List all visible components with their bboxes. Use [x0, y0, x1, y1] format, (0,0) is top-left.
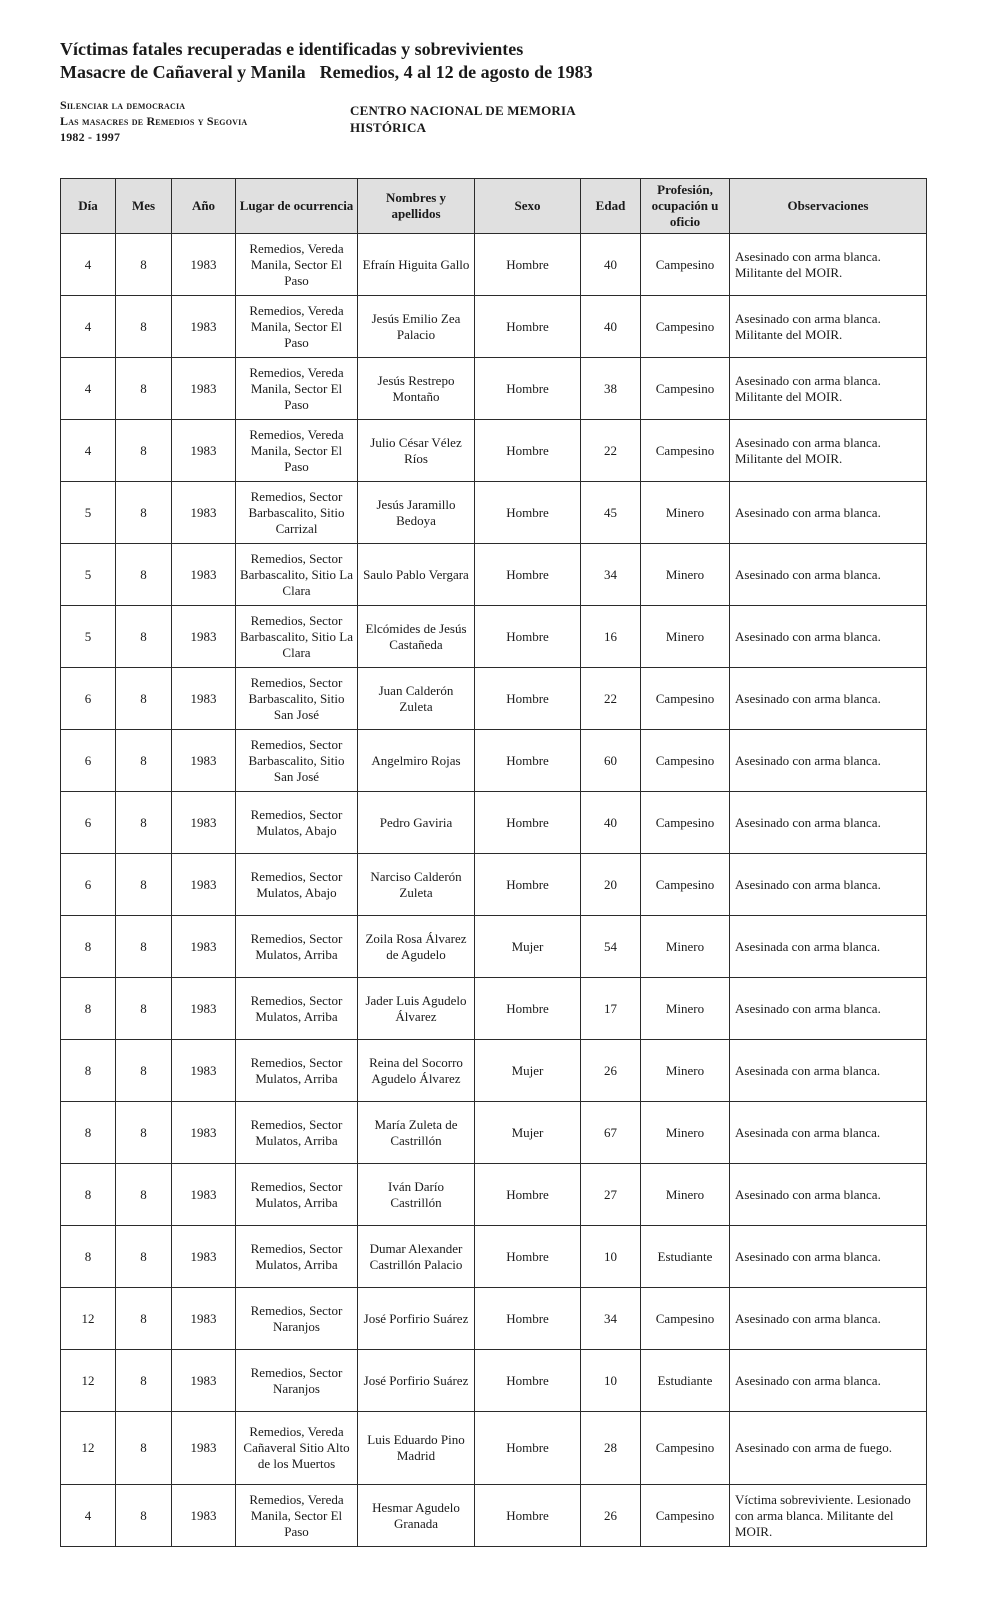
table-row	[61, 482, 927, 544]
table-cell: 8	[61, 916, 116, 978]
table-cell: Hombre	[475, 730, 581, 792]
table-cell: Hombre	[475, 854, 581, 916]
table-cell: Remedios, Sector Naranjos	[236, 1350, 358, 1412]
table-cell: 1983	[172, 1350, 236, 1412]
table-cell: 6	[61, 730, 116, 792]
table-cell: Remedios, Vereda Manila, Sector El Paso	[236, 1485, 358, 1547]
table-cell: 8	[116, 1412, 172, 1485]
table-cell: Remedios, Sector Mulatos, Arriba	[236, 1226, 358, 1288]
table-cell: 1983	[172, 358, 236, 420]
table-cell: Hombre	[475, 1226, 581, 1288]
table-cell: 8	[116, 1288, 172, 1350]
table-cell: Saulo Pablo Vergara	[358, 544, 475, 606]
table-cell: Remedios, Vereda Manila, Sector El Paso	[236, 420, 358, 482]
table-row	[61, 792, 927, 854]
table-cell: 8	[61, 1226, 116, 1288]
table-cell: Hombre	[475, 482, 581, 544]
table-cell: Asesinado con arma blanca.	[730, 978, 927, 1040]
table-cell: Asesinada con arma blanca.	[730, 1102, 927, 1164]
table-cell: Remedios, Sector Mulatos, Arriba	[236, 1040, 358, 1102]
table-cell: Asesinado con arma blanca.	[730, 854, 927, 916]
table-cell: Campesino	[641, 792, 730, 854]
table-cell: Asesinada con arma blanca.	[730, 1040, 927, 1102]
table-cell: Remedios, Sector Naranjos	[236, 1288, 358, 1350]
table-cell: 8	[61, 1040, 116, 1102]
document-title	[60, 38, 593, 84]
table-cell: Asesinado con arma blanca.	[730, 544, 927, 606]
table-header-row	[61, 179, 927, 234]
table-cell: 10	[581, 1350, 641, 1412]
table-cell: 1983	[172, 1164, 236, 1226]
table-cell: Campesino	[641, 854, 730, 916]
table-cell: Hombre	[475, 606, 581, 668]
table-cell: 40	[581, 296, 641, 358]
table-cell: 26	[581, 1040, 641, 1102]
table-row	[61, 420, 927, 482]
table-cell: Minero	[641, 978, 730, 1040]
institution-name	[350, 102, 576, 136]
table-cell: 6	[61, 668, 116, 730]
table-cell: Elcómides de Jesús Castañeda	[358, 606, 475, 668]
table-cell: 40	[581, 234, 641, 296]
table-row	[61, 1040, 927, 1102]
table-cell: Hombre	[475, 358, 581, 420]
table-cell: Campesino	[641, 730, 730, 792]
table-row	[61, 916, 927, 978]
table-cell: Minero	[641, 1040, 730, 1102]
table-cell: 8	[116, 978, 172, 1040]
table-cell: José Porfirio Suárez	[358, 1350, 475, 1412]
table-cell: Asesinado con arma blanca. Militante del MOIR.	[730, 420, 927, 482]
title-massacre-name: Masacre de Cañaveral y Manila	[60, 62, 306, 82]
table-cell: Zoila Rosa Álvarez de Agudelo	[358, 916, 475, 978]
table-cell: 8	[116, 1350, 172, 1412]
table-row	[61, 730, 927, 792]
column-header: Edad	[581, 179, 641, 234]
table-cell: 1983	[172, 420, 236, 482]
table-cell: Remedios, Sector Barbascalito, Sitio La Clara	[236, 544, 358, 606]
table-cell: 6	[61, 792, 116, 854]
table-cell: Hesmar Agudelo Granada	[358, 1485, 475, 1547]
book-title: Silenciar la democracia	[60, 98, 186, 112]
table-cell: Campesino	[641, 358, 730, 420]
title-place-dates: Remedios, 4 al 12 de agosto de 1983	[319, 62, 593, 82]
table-cell: Campesino	[641, 1485, 730, 1547]
table-row	[61, 1412, 927, 1485]
table-cell: Hombre	[475, 792, 581, 854]
table-cell: Jader Luis Agudelo Álvarez	[358, 978, 475, 1040]
table-cell: Minero	[641, 1102, 730, 1164]
table-cell: 8	[61, 1164, 116, 1226]
table-cell: Asesinada con arma blanca.	[730, 916, 927, 978]
table-cell: 1983	[172, 1226, 236, 1288]
table-row	[61, 544, 927, 606]
table-cell: Mujer	[475, 916, 581, 978]
table-cell: 4	[61, 1485, 116, 1547]
table-cell: 8	[116, 668, 172, 730]
table-cell: Asesinado con arma blanca.	[730, 606, 927, 668]
table-cell: Estudiante	[641, 1226, 730, 1288]
table-row	[61, 1164, 927, 1226]
table-cell: Hombre	[475, 1485, 581, 1547]
table-cell: 40	[581, 792, 641, 854]
table-cell: 34	[581, 544, 641, 606]
table-cell: Efraín Higuita Gallo	[358, 234, 475, 296]
table-cell: 1983	[172, 730, 236, 792]
table-cell: 1983	[172, 234, 236, 296]
table-cell: 8	[116, 606, 172, 668]
table-cell: Asesinado con arma de fuego.	[730, 1412, 927, 1485]
table-cell: Remedios, Vereda Cañaveral Sitio Alto de los Muertos	[236, 1412, 358, 1485]
table-cell: 1983	[172, 296, 236, 358]
table-cell: 8	[116, 1102, 172, 1164]
table-cell: 8	[61, 1102, 116, 1164]
title-line-1: Víctimas fatales recuperadas e identificadas y sobrevivientes	[60, 39, 524, 59]
table-cell: Remedios, Sector Mulatos, Arriba	[236, 1102, 358, 1164]
table-cell: Iván Darío Castrillón	[358, 1164, 475, 1226]
table-cell: 1983	[172, 854, 236, 916]
table-cell: Pedro Gaviria	[358, 792, 475, 854]
column-header: Mes	[116, 179, 172, 234]
book-reference	[60, 97, 247, 145]
table-cell: 67	[581, 1102, 641, 1164]
table-cell: 8	[116, 358, 172, 420]
table-cell: Minero	[641, 1164, 730, 1226]
table-cell: María Zuleta de Castrillón	[358, 1102, 475, 1164]
table-cell: 8	[116, 420, 172, 482]
table-cell: 8	[116, 1226, 172, 1288]
table-cell: Asesinado con arma blanca. Militante del MOIR.	[730, 296, 927, 358]
table-cell: Angelmiro Rojas	[358, 730, 475, 792]
table-cell: Hombre	[475, 1350, 581, 1412]
table-cell: Asesinado con arma blanca.	[730, 668, 927, 730]
table-cell: 54	[581, 916, 641, 978]
table-cell: Hombre	[475, 1412, 581, 1485]
table-cell: 6	[61, 854, 116, 916]
table-cell: 8	[116, 482, 172, 544]
table-cell: Narciso Calderón Zuleta	[358, 854, 475, 916]
table-cell: Asesinado con arma blanca.	[730, 1164, 927, 1226]
table-cell: Remedios, Sector Barbascalito, Sitio Carrizal	[236, 482, 358, 544]
table-cell: Campesino	[641, 1288, 730, 1350]
table-cell: 4	[61, 420, 116, 482]
table-cell: Remedios, Sector Mulatos, Abajo	[236, 792, 358, 854]
table-cell: Víctima sobreviviente. Lesionado con arma blanca. Militante del MOIR.	[730, 1485, 927, 1547]
table-cell: Asesinado con arma blanca.	[730, 1350, 927, 1412]
table-cell: Asesinado con arma blanca.	[730, 482, 927, 544]
table-cell: Remedios, Sector Mulatos, Arriba	[236, 1164, 358, 1226]
table-cell: 34	[581, 1288, 641, 1350]
table-cell: Hombre	[475, 978, 581, 1040]
table-row	[61, 358, 927, 420]
table-cell: Julio César Vélez Ríos	[358, 420, 475, 482]
table-cell: 1983	[172, 1102, 236, 1164]
table-cell: 8	[116, 234, 172, 296]
table-cell: 5	[61, 482, 116, 544]
table-cell: Mujer	[475, 1040, 581, 1102]
table-cell: 4	[61, 234, 116, 296]
table-cell: 22	[581, 420, 641, 482]
column-header: Lugar de ocurrencia	[236, 179, 358, 234]
table-cell: Remedios, Vereda Manila, Sector El Paso	[236, 358, 358, 420]
table-cell: Minero	[641, 544, 730, 606]
table-row	[61, 1288, 927, 1350]
table-cell: 5	[61, 606, 116, 668]
table-cell: 8	[61, 978, 116, 1040]
table-cell: 8	[116, 1040, 172, 1102]
column-header: Año	[172, 179, 236, 234]
table-cell: 8	[116, 1485, 172, 1547]
table-row	[61, 234, 927, 296]
table-cell: 1983	[172, 482, 236, 544]
victims-table	[60, 178, 927, 1547]
table-cell: 5	[61, 544, 116, 606]
table-cell: 28	[581, 1412, 641, 1485]
table-cell: 1983	[172, 978, 236, 1040]
table-cell: Hombre	[475, 1288, 581, 1350]
table-cell: Hombre	[475, 420, 581, 482]
table-cell: 1983	[172, 1485, 236, 1547]
table-cell: 8	[116, 730, 172, 792]
table-cell: 1983	[172, 1288, 236, 1350]
column-header: Nombres y apellidos	[358, 179, 475, 234]
table-cell: Asesinado con arma blanca.	[730, 1226, 927, 1288]
table-row	[61, 1102, 927, 1164]
table-cell: 8	[116, 544, 172, 606]
table-cell: Minero	[641, 916, 730, 978]
table-cell: Reina del Socorro Agudelo Álvarez	[358, 1040, 475, 1102]
table-row	[61, 606, 927, 668]
book-years: 1982 - 1997	[60, 130, 121, 144]
table-row	[61, 1350, 927, 1412]
table-cell: 26	[581, 1485, 641, 1547]
table-cell: Remedios, Vereda Manila, Sector El Paso	[236, 234, 358, 296]
table-cell: 8	[116, 1164, 172, 1226]
table-cell: Jesús Emilio Zea Palacio	[358, 296, 475, 358]
table-cell: 22	[581, 668, 641, 730]
column-header: Observaciones	[730, 179, 927, 234]
table-cell: Hombre	[475, 1164, 581, 1226]
table-cell: 1983	[172, 544, 236, 606]
table-cell: 12	[61, 1288, 116, 1350]
table-cell: Mujer	[475, 1102, 581, 1164]
table-cell: 1983	[172, 606, 236, 668]
table-cell: 16	[581, 606, 641, 668]
table-row	[61, 854, 927, 916]
table-cell: Juan Calderón Zuleta	[358, 668, 475, 730]
table-cell: 8	[116, 296, 172, 358]
table-cell: Asesinado con arma blanca.	[730, 792, 927, 854]
table-cell: Luis Eduardo Pino Madrid	[358, 1412, 475, 1485]
table-cell: 60	[581, 730, 641, 792]
table-cell: 17	[581, 978, 641, 1040]
table-cell: Asesinado con arma blanca. Militante del MOIR.	[730, 358, 927, 420]
column-header: Día	[61, 179, 116, 234]
table-row	[61, 978, 927, 1040]
table-cell: José Porfirio Suárez	[358, 1288, 475, 1350]
title-line-2	[60, 61, 593, 84]
table-cell: Minero	[641, 606, 730, 668]
table-cell: Campesino	[641, 296, 730, 358]
table-cell: 45	[581, 482, 641, 544]
table-cell: 8	[116, 854, 172, 916]
table-cell: Jesús Jaramillo Bedoya	[358, 482, 475, 544]
table-cell: Campesino	[641, 234, 730, 296]
table-cell: 38	[581, 358, 641, 420]
table-cell: 27	[581, 1164, 641, 1226]
table-cell: Hombre	[475, 234, 581, 296]
table-cell: Minero	[641, 482, 730, 544]
table-row	[61, 668, 927, 730]
book-subtitle: Las masacres de Remedios y Segovia	[60, 114, 248, 128]
table-cell: 1983	[172, 1412, 236, 1485]
table-cell: 1983	[172, 668, 236, 730]
table-cell: Dumar Alexander Castrillón Palacio	[358, 1226, 475, 1288]
table-cell: Remedios, Sector Mulatos, Arriba	[236, 916, 358, 978]
table-cell: Asesinado con arma blanca.	[730, 730, 927, 792]
table-cell: 8	[116, 792, 172, 854]
institution-line-2: HISTÓRICA	[350, 120, 427, 135]
column-header: Profesión, ocupación u oficio	[641, 179, 730, 234]
table-cell: Remedios, Sector Barbascalito, Sitio La Clara	[236, 606, 358, 668]
table-cell: Remedios, Sector Mulatos, Arriba	[236, 978, 358, 1040]
table-cell: 4	[61, 296, 116, 358]
table-cell: Remedios, Vereda Manila, Sector El Paso	[236, 296, 358, 358]
table-cell: 8	[116, 916, 172, 978]
table-row	[61, 1485, 927, 1547]
table-cell: Campesino	[641, 668, 730, 730]
table-cell: 12	[61, 1350, 116, 1412]
table-cell: 4	[61, 358, 116, 420]
table-cell: Hombre	[475, 544, 581, 606]
table-cell: Asesinado con arma blanca. Militante del MOIR.	[730, 234, 927, 296]
table-cell: 10	[581, 1226, 641, 1288]
table-cell: Hombre	[475, 668, 581, 730]
table-row	[61, 1226, 927, 1288]
table-cell: Remedios, Sector Mulatos, Abajo	[236, 854, 358, 916]
institution-line-1: CENTRO NACIONAL DE MEMORIA	[350, 103, 576, 118]
table-body	[61, 234, 927, 1547]
table-cell: Campesino	[641, 420, 730, 482]
table-cell: Estudiante	[641, 1350, 730, 1412]
table-cell: Remedios, Sector Barbascalito, Sitio San José	[236, 730, 358, 792]
column-header: Sexo	[475, 179, 581, 234]
table-cell: Remedios, Sector Barbascalito, Sitio San José	[236, 668, 358, 730]
table-cell: 1983	[172, 916, 236, 978]
table-cell: Campesino	[641, 1412, 730, 1485]
table-cell: 20	[581, 854, 641, 916]
table-row	[61, 296, 927, 358]
table-cell: 12	[61, 1412, 116, 1485]
table-cell: 1983	[172, 1040, 236, 1102]
table-cell: 1983	[172, 792, 236, 854]
table-cell: Jesús Restrepo Montaño	[358, 358, 475, 420]
table-cell: Hombre	[475, 296, 581, 358]
table-cell: Asesinado con arma blanca.	[730, 1288, 927, 1350]
